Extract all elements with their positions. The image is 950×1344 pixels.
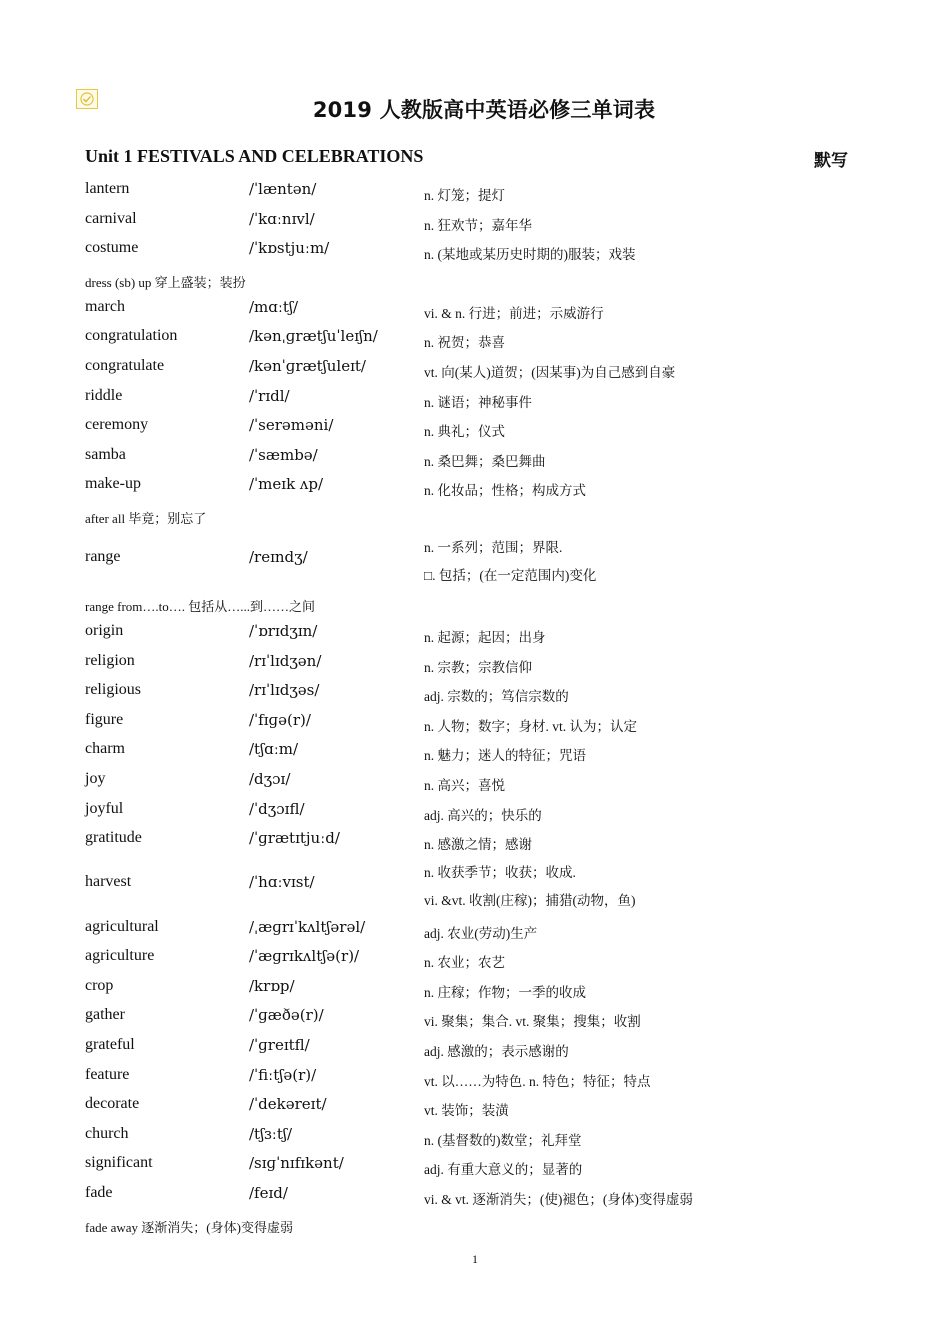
word-row (0, 1178, 950, 1208)
phonetic: /ˈserəməni/ (249, 416, 334, 435)
meaning: n. 魅力；迷人的特征；咒语 (424, 748, 586, 764)
word: feature (85, 1065, 130, 1083)
phonetic: /ˈsæmbə/ (249, 445, 318, 464)
meaning: vt. 以……为特色. n. 特色；特征；特点 (424, 1073, 651, 1089)
word: origin (85, 621, 124, 639)
word-row (0, 381, 950, 411)
phonetic: /krɒp/ (249, 976, 295, 995)
word-row (0, 675, 950, 705)
phrase-row (0, 587, 950, 616)
phonetic: /ˈmeɪk ʌp/ (249, 475, 324, 494)
word-row (0, 823, 950, 853)
meaning: n. (某地或某历史时期的)服装；戏装 (424, 247, 636, 263)
phonetic: /ˈɒrɪdʒɪn/ (249, 621, 318, 640)
word: samba (85, 445, 126, 463)
word-row (0, 1089, 950, 1119)
phonetic: /dʒɔɪ/ (249, 769, 291, 788)
word: gratitude (85, 829, 142, 847)
phonetic: /mɑːtʃ/ (249, 297, 299, 316)
meaning: vt. 向(某人)道贺；(因某事)为自己感到自豪 (424, 364, 676, 380)
phonetic: /reɪndʒ/ (249, 547, 308, 566)
word-row (0, 233, 950, 263)
word: march (85, 297, 125, 315)
word-row (0, 941, 950, 971)
phrase-row (0, 1208, 950, 1237)
word: religion (85, 651, 135, 669)
meaning: n. 桑巴舞；桑巴舞曲 (424, 453, 546, 469)
word-row (0, 794, 950, 824)
phonetic: /ˈkɒstjuːm/ (249, 239, 330, 258)
phonetic: /tʃɑːm/ (249, 740, 299, 759)
word: lantern (85, 180, 130, 197)
phonetic: /sɪɡˈnɪfɪkənt/ (249, 1154, 344, 1173)
word: range (85, 547, 121, 565)
word: church (85, 1124, 129, 1142)
meaning: n. 化妆品；性格；构成方式 (424, 483, 586, 499)
word-row (0, 351, 950, 381)
word-row (0, 1000, 950, 1030)
phrase-text: dress (sb) up 穿上盛装；装扮 (85, 274, 246, 290)
page-title: 2019 人教版高中英语必修三单词表 (312, 98, 656, 122)
word-row (0, 292, 950, 322)
word: congratulate (85, 356, 165, 374)
meaning: adj. 有重大意义的；显著的 (424, 1162, 583, 1178)
meaning: n. (基督数的)数堂；礼拜堂 (424, 1132, 582, 1148)
phonetic: /rɪˈlɪdʒəs/ (249, 681, 320, 700)
word-row (0, 1030, 950, 1060)
phrase-row (0, 499, 950, 528)
phonetic: /ˈɡrætɪtjuːd/ (249, 829, 340, 848)
word-row (0, 646, 950, 676)
meaning: adj. 农业(劳动)生产 (424, 925, 538, 941)
meaning: n. 人物；数字；身材. vt. 认为；认定 (424, 718, 638, 734)
meaning: adj. 高兴的；快乐的 (424, 807, 542, 823)
meaning: vt. 装饰；装潢 (424, 1103, 509, 1119)
meaning: n. 高兴；喜悦 (424, 777, 505, 793)
meaning: vi. & n. 行进；前进；示威游行 (424, 305, 604, 321)
phonetic: /ˈæɡrɪkʌltʃə(r)/ (249, 947, 360, 966)
phonetic: /ˈhɑːvɪst/ (249, 872, 315, 891)
word-row (0, 440, 950, 470)
unit-heading: Unit 1 FESTIVALS AND CELEBRATIONS (85, 146, 424, 166)
phonetic: /ˈdekəreɪt/ (249, 1095, 327, 1114)
word-row (0, 616, 950, 646)
meaning: n. 谜语；神秘事件 (424, 394, 532, 410)
word: religious (85, 681, 141, 699)
meaning: vi. & vt. 逐渐消失；(使)褪色；(身体)变得虚弱 (424, 1192, 693, 1208)
word: decorate (85, 1095, 140, 1113)
word: grateful (85, 1036, 135, 1054)
meaning: n. 祝贺；恭喜 (424, 335, 505, 351)
word-row (0, 1119, 950, 1149)
word-row (0, 321, 950, 351)
word-row (0, 1060, 950, 1090)
word-row (0, 971, 950, 1001)
phonetic: /ˈfɪɡə(r)/ (249, 710, 311, 729)
word-row (0, 705, 950, 735)
meaning: adj. 感激的；表示感谢的 (424, 1044, 569, 1060)
word-row (0, 1148, 950, 1178)
word-row (0, 174, 950, 204)
word: crop (85, 976, 114, 994)
phonetic: /feɪd/ (249, 1184, 288, 1203)
meaning: adj. 宗数的；笃信宗数的 (424, 689, 569, 705)
word: riddle (85, 386, 123, 404)
phonetic: /ˈfiːtʃə(r)/ (249, 1065, 317, 1084)
phonetic: /ˈdʒɔɪfl/ (249, 799, 305, 818)
phrase-text: fade away 逐渐消失；(身体)变得虚弱 (85, 1219, 293, 1235)
word: joy (85, 769, 106, 787)
phonetic: /ˈkɑːnɪvl/ (249, 209, 315, 228)
word-row (0, 469, 950, 499)
word-row (0, 853, 950, 912)
word-row (0, 912, 950, 942)
word-row (0, 410, 950, 440)
word: agricultural (85, 917, 159, 935)
word: carnival (85, 209, 137, 227)
word-row (0, 734, 950, 764)
word-row (0, 528, 950, 587)
phrase-text: range from….to…. 包括从…...到……之间 (85, 598, 316, 614)
phrase-row (0, 263, 950, 292)
word: congratulation (85, 327, 178, 345)
meaning: n. 宗教；宗教信仰 (424, 659, 532, 675)
phonetic: /tʃɜːtʃ/ (249, 1124, 292, 1143)
meaning: n. 感激之情；感谢 (424, 837, 532, 853)
phonetic: /ˌæɡrɪˈkʌltʃərəl/ (249, 917, 366, 936)
word: ceremony (85, 416, 149, 434)
word: fade (85, 1184, 113, 1202)
word: agriculture (85, 947, 155, 965)
word-row (0, 764, 950, 794)
word: harvest (85, 872, 132, 890)
meaning: n. 狂欢节；嘉年华 (424, 217, 532, 233)
word: charm (85, 740, 125, 758)
meaning: vi. 聚集；集合. vt. 聚集；搜集；收割 (424, 1014, 641, 1030)
vocabulary-list (0, 174, 950, 1237)
phonetic: /rɪˈlɪdʒən/ (249, 651, 322, 670)
meaning: n. 一系列；范围；界限. (424, 539, 563, 555)
phonetic: /kənˈɡrætʃuleɪt/ (249, 356, 366, 375)
phrase-text: after all 毕竟；别忘了 (85, 510, 207, 526)
page-number: 1 (472, 1252, 478, 1266)
word: make-up (85, 475, 141, 493)
meaning: n. 典礼；仪式 (424, 424, 505, 440)
meaning: □. 包括；(在一定范围内)变化 (424, 567, 597, 583)
word-row (0, 204, 950, 234)
meaning: n. 收获季节；收获；收成. (424, 864, 576, 880)
phonetic: /ˈɡreɪtfl/ (249, 1036, 310, 1055)
phonetic: /ˈɡæðə(r)/ (249, 1006, 324, 1025)
phonetic: /ˈrɪdl/ (249, 386, 290, 405)
word: figure (85, 710, 124, 728)
word: gather (85, 1006, 125, 1024)
word: significant (85, 1154, 153, 1172)
meaning: vi. &vt. 收割(庄稼)；捕猎(动物，鱼) (424, 892, 636, 908)
dictation-label: 默写 (814, 151, 848, 171)
word: joyful (85, 799, 124, 817)
phonetic: /ˈlæntən/ (249, 180, 317, 198)
meaning: n. 灯笼；提灯 (424, 188, 505, 203)
meaning: n. 庄稼；作物；一季的收成 (424, 984, 586, 1000)
word: costume (85, 239, 139, 257)
phonetic: /kənˌɡrætʃuˈleɪʃn/ (249, 327, 378, 346)
meaning: n. 起源；起因；出身 (424, 629, 546, 645)
meaning: n. 农业；农艺 (424, 955, 505, 971)
